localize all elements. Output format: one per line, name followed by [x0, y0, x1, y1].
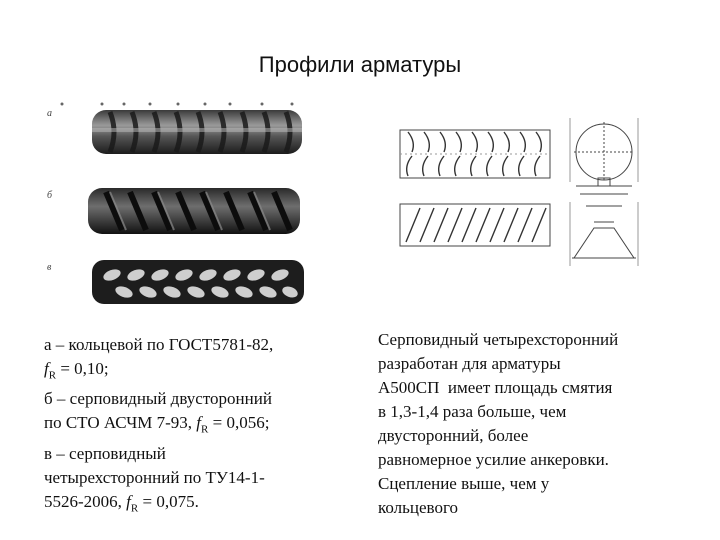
caption-right-line-5: двусторонний, более [378, 426, 529, 445]
r-subscript: R [201, 423, 209, 436]
drawing-cross-section [570, 118, 638, 194]
caption-right-line-3: А500СП имеет площадь смятия [378, 378, 613, 397]
f-symbol: f [196, 413, 202, 433]
r-subscript: R [130, 502, 139, 515]
top-marks [61, 103, 294, 106]
value-text: = 0,075. [138, 491, 199, 511]
caption-left-line-5: в – серповидный [44, 443, 166, 463]
label-a: а [47, 108, 52, 119]
label-c: в [47, 262, 52, 273]
rebar-technical-drawing [398, 118, 678, 278]
drawing-ribs-lower [406, 208, 546, 242]
caption-left-line-6: четырехсторонний по ТУ14-1- [44, 467, 265, 487]
value-text: = 0,056; [208, 413, 270, 433]
f-symbol: f [44, 359, 49, 378]
caption-right-line-4: в 1,3-1,4 раза больше, чем [378, 402, 567, 421]
caption-right-line-6: равномерное усилие анкеровки. [378, 450, 609, 469]
rebar-photos-figure [40, 100, 320, 305]
label-b: б [47, 190, 53, 201]
value-text: = 0,10; [56, 359, 109, 378]
caption-right-line-8: кольцевого [378, 498, 459, 517]
standard-text: 5526-2006, [44, 491, 127, 511]
caption-right-line-1: Серповидный четырехсторонний [378, 330, 619, 349]
f-symbol: f [126, 491, 131, 511]
rebar-a-photo [92, 110, 302, 154]
caption-left-line-2 [44, 357, 344, 387]
caption-left [44, 333, 344, 520]
standard-text: по СТО АСЧМ 7-93, [44, 413, 197, 433]
caption-right-line-7: Сцепление выше, чем у [378, 474, 550, 493]
caption-right [378, 328, 678, 520]
rebar-c-photo [92, 260, 304, 304]
caption-left-line-4 [44, 411, 344, 441]
rebar-b-photo [88, 188, 300, 234]
slide-title: Профили арматуры [258, 52, 462, 77]
drawing-rib-profile [570, 202, 638, 266]
caption-right-line-2: разработан для арматуры [378, 354, 561, 373]
r-subscript: R [48, 369, 57, 382]
caption-left-line-1: а – кольцевой по ГОСТ5781-82, [44, 335, 274, 354]
caption-left-line-7 [44, 490, 344, 520]
caption-left-line-3: б – серповидный двусторонний [44, 389, 272, 409]
